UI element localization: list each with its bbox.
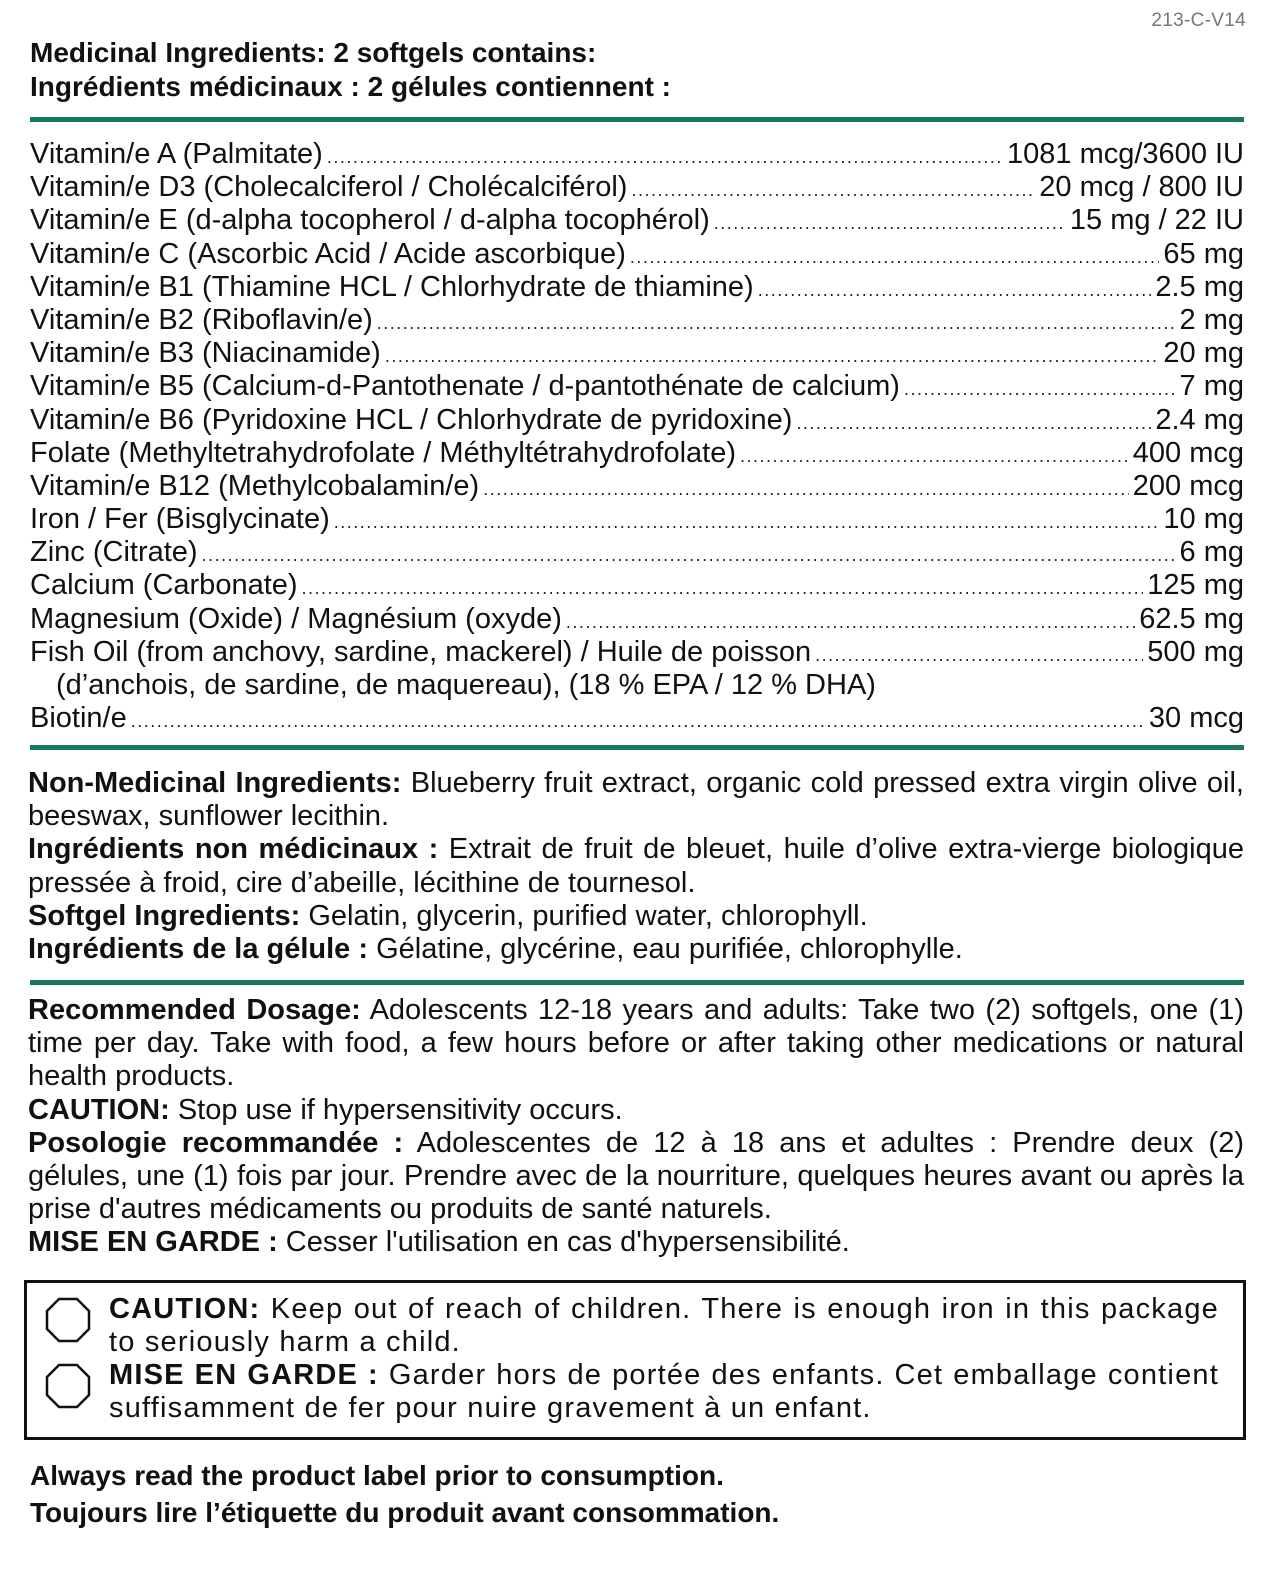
footer-notice	[30, 1457, 779, 1531]
non-medicinal-french: Ingrédients non médicinaux : Extrait de fruit de bleuet, huile d’olive extra-vierge biologique pressée à froid, cire d’abeille, lécithine de tournesol.	[28, 833, 1245, 899]
dot-leader	[740, 440, 1129, 473]
dot-leader	[631, 174, 1035, 207]
ingredient-row: Vitamin/e C (Ascorbic Acid / Acide ascorbique) ..... 65 mg	[30, 238, 1244, 271]
footer-english: Always read the product label prior to consumption.	[30, 1460, 724, 1491]
dot-leader	[758, 274, 1152, 307]
ingredient-row: Vitamin/e B2 (Riboflavin/e) ..... 2 mg	[30, 304, 1244, 337]
ingredient-row: Vitamin/e E (d-alpha tocopherol / d-alpha tocophérol) ..... 15 mg / 22 IU	[30, 204, 1244, 237]
divider-after-medicinal	[30, 745, 1244, 750]
dosage-english: Recommended Dosage: Adolescents 12-18 years and adults: Take two (2) softgels, one (1) time per day. Take with food, a few hours before or after taking other medications or natural health products.	[28, 994, 1245, 1093]
medicinal-ingredients-heading	[30, 36, 671, 104]
ingredient-row: Vitamin/e A (Palmitate) ..... 1081 mcg/3600 IU	[30, 138, 1244, 171]
dot-leader	[334, 506, 1160, 539]
ingredient-row: Vitamin/e B3 (Niacinamide) ..... 20 mg	[30, 337, 1244, 370]
document-code: 213-C-V14	[1151, 10, 1246, 31]
dot-leader	[566, 606, 1135, 639]
dot-leader	[630, 241, 1160, 274]
dot-leader	[377, 307, 1176, 340]
ingredient-row: Folate (Methyltetrahydrofolate / Méthyltétrahydrofolate) ..... 400 mcg	[30, 437, 1244, 470]
dot-leader	[904, 373, 1176, 406]
footer-french: Toujours lire l’étiquette du produit avant consommation.	[30, 1497, 780, 1528]
ingredient-row: Vitamin/e B1 (Thiamine HCL / Chlorhydrate de thiamine) ..... 2.5 mg	[30, 271, 1244, 304]
ingredient-row: Iron / Fer (Bisglycinate) ..... 10 mg	[30, 503, 1244, 536]
non-medicinal-english: Non-Medicinal Ingredients: Blueberry fruit extract, organic cold pressed extra virgin olive oil, beeswax, sunflower lecithin.	[28, 767, 1244, 833]
dot-leader	[302, 572, 1144, 605]
dot-leader	[796, 407, 1151, 440]
dot-leader	[202, 539, 1176, 572]
ingredient-row: Vitamin/e B6 (Pyridoxine HCL / Chlorhydrate de pyridoxine) ..... 2.4 mg	[30, 404, 1244, 437]
dosage-french: Posologie recommandée : Adolescentes de 12 à 18 ans et adultes : Prendre deux (2) gélules, une (1) fois par jour. Prendre avec de la nourriture, quelques heures avant ou après la prise d'autres médicaments ou produits de santé naturels.	[28, 1126, 1244, 1226]
divider-after-non-medicinal	[30, 980, 1244, 985]
dot-leader	[327, 141, 1003, 174]
iron-warning-box	[24, 1280, 1246, 1440]
dot-leader	[483, 473, 1129, 506]
dot-leader	[385, 340, 1160, 373]
dot-leader	[131, 705, 1145, 738]
ingredient-row: Magnesium (Oxide) / Magnésium (oxyde) ..... 62.5 mg	[30, 603, 1244, 636]
caution-english: CAUTION: Stop use if hypersensitivity occurs.	[28, 1093, 623, 1126]
warning-english: CAUTION: Keep out of reach of children. There is enough iron in this package to seriously harm a child.	[109, 1293, 1219, 1359]
ingredient-row: Vitamin/e B12 (Methylcobalamin/e) ..... 200 mcg	[30, 470, 1244, 503]
ingredient-row: Biotin/e ..... 30 mcg	[30, 702, 1244, 735]
dot-leader	[815, 639, 1143, 672]
divider-top	[30, 117, 1244, 122]
heading-french: Ingrédients médicinaux : 2 gélules contiennent :	[30, 71, 672, 102]
octagon-warning-icon	[45, 1363, 91, 1409]
ingredient-row: Vitamin/e D3 (Cholecalciferol / Cholécalciférol) ..... 20 mcg / 800 IU	[30, 171, 1244, 204]
medicinal-ingredients-table	[30, 138, 1244, 735]
caution-french: MISE EN GARDE : Cesser l'utilisation en cas d'hypersensibilité.	[28, 1226, 850, 1259]
ingredient-row: Calcium (Carbonate) ..... 125 mg	[30, 569, 1244, 602]
octagon-warning-icon	[45, 1297, 91, 1343]
ingredient-row: Fish Oil (from anchovy, sardine, mackerel) / Huile de poisson ..... 500 mg	[30, 636, 1244, 669]
ingredient-row: Vitamin/e B5 (Calcium-d-Pantothenate / d-pantothénate de calcium) ..... 7 mg	[30, 370, 1244, 403]
heading-english: Medicinal Ingredients: 2 softgels contains:	[30, 37, 597, 68]
softgel-french: Ingrédients de la gélule : Gélatine, glycérine, eau purifiée, chlorophylle.	[28, 933, 963, 966]
warning-french: MISE EN GARDE : Garder hors de portée des enfants. Cet emballage contient suffisamment de fer pour nuire gravement à un enfant.	[109, 1359, 1219, 1425]
ingredient-row-continuation: (d’anchois, de sardine, de maquereau), (18 % EPA / 12 % DHA)	[56, 669, 876, 701]
dosage-section	[28, 994, 1244, 1260]
dot-leader	[714, 207, 1066, 240]
non-medicinal-section	[28, 767, 1244, 966]
softgel-english: Softgel Ingredients: Gelatin, glycerin, purified water, chlorophyll.	[28, 899, 868, 932]
ingredient-row: Zinc (Citrate) ..... 6 mg	[30, 536, 1244, 569]
